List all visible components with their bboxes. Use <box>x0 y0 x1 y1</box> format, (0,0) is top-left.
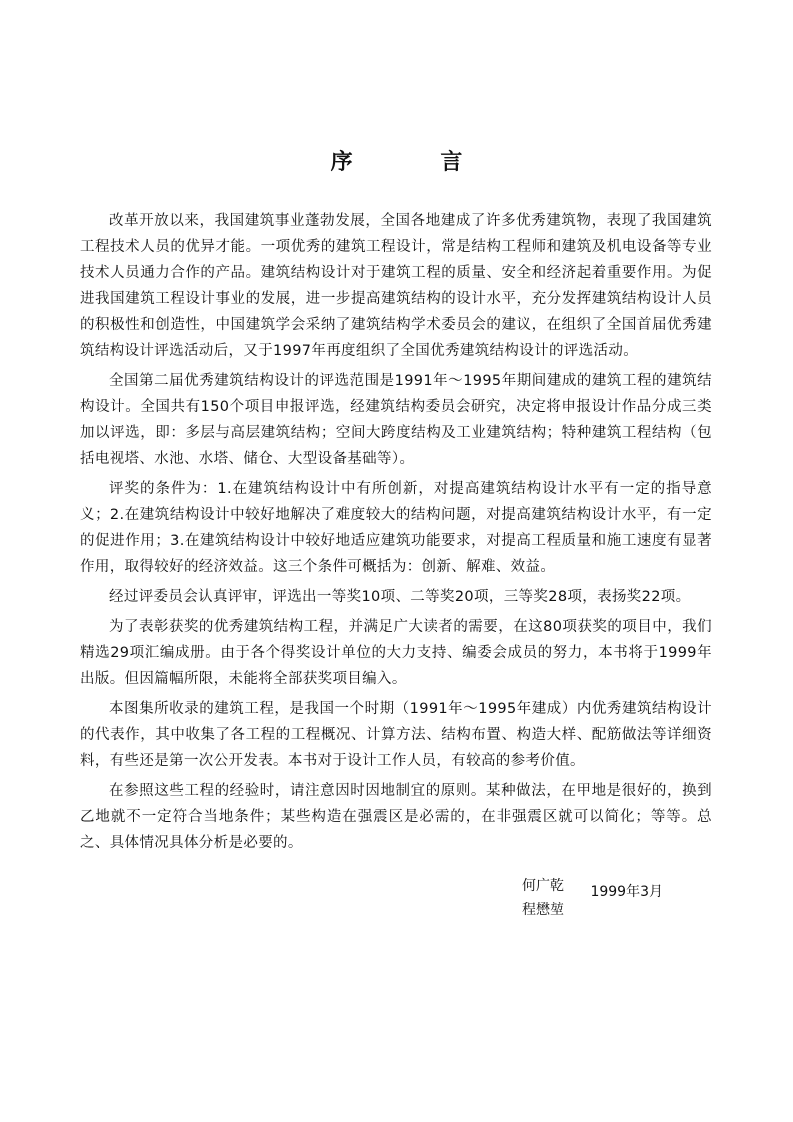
paragraph: 为了表彰获奖的优秀建筑结构工程，并满足广大读者的需要，在这80项获奖的项目中，我们精选29项汇编成册。由于各个得奖设计单位的大力支持、编委会成员的努力，本书将于1999年出版。但因篇幅所限，未能将全部获奖项目编入。 <box>80 619 712 687</box>
paragraph: 经过评委员会认真评审，评选出一等奖10项、二等奖20项，三等奖28项，表扬奖22项。 <box>109 589 691 605</box>
paragraph: 本图集所收录的建筑工程，是我国一个时期（1991年～1995年建成）内优秀建筑结构设计的代表作，其中收集了各工程的工程概况、计算方法、结构布置、构造大样、配筋做法等详细资料，有些还是第一次公开发表。本书对于设计工作人员，有较高的参考价值。 <box>80 701 712 769</box>
author-name: 程懋堃 <box>522 902 564 918</box>
paragraph: 在参照这些工程的经验时，请注意因时因地制宜的原则。某种做法，在甲地是很好的，换到乙地就不一定符合当地条件；某些构造在强震区是必需的，在非强震区就可以简化；等等。总之、具体情况具体分析是必要的。 <box>80 783 712 851</box>
paragraph: 评奖的条件为：1.在建筑结构设计中有所创新，对提高建筑结构设计水平有一定的指导意义；2.在建筑结构设计中较好地解决了难度较大的结构问题，对提高建筑结构设计水平，有一定的促进作用；3.在建筑结构设计中较好地适应建筑功能要求，对提高工程质量和施工速度有显著作用，取得较好的经济效益。这三个条件可概括为：创新、解难、效益。 <box>80 481 712 575</box>
paragraph: 全国第二届优秀建筑结构设计的评选范围是1991年～1995年期间建成的建筑工程的建筑结构设计。全国共有150个项目申报评选，经建筑结构委员会研究，决定将申报设计作品分成三类加以评选，即：多层与高层建筑结构；空间大跨度结构及工业建筑结构；特种建筑工程结构（包括电视塔、水池、水塔、储仓、大型设备基础等）。 <box>80 373 712 467</box>
preface-body <box>80 208 712 860</box>
paragraph: 改革开放以来，我国建筑事业蓬勃发展，全国各地建成了许多优秀建筑物，表现了我国建筑工程技术人员的优异才能。一项优秀的建筑工程设计，常是结构工程师和建筑及机电设备等专业技术人员通力合作的产品。建筑结构设计对于建筑工程的质量、安全和经济起着重要作用。为促进我国建筑工程设计事业的发展，进一步提高建筑结构的设计水平，充分发挥建筑结构设计人员的积极性和创造性，中国建筑学会采纳了建筑结构学术委员会的建议，在组织了全国首届优秀建筑结构设计评选活动后，又于1997年再度组织了全国优秀建筑结构设计的评选活动。 <box>80 213 712 359</box>
page-title: 序 言 <box>330 150 503 175</box>
author-names <box>522 874 564 922</box>
author-name: 何广乾 <box>522 878 564 894</box>
signature-block <box>522 874 663 922</box>
signature-date: 1999年3月 <box>590 884 663 900</box>
